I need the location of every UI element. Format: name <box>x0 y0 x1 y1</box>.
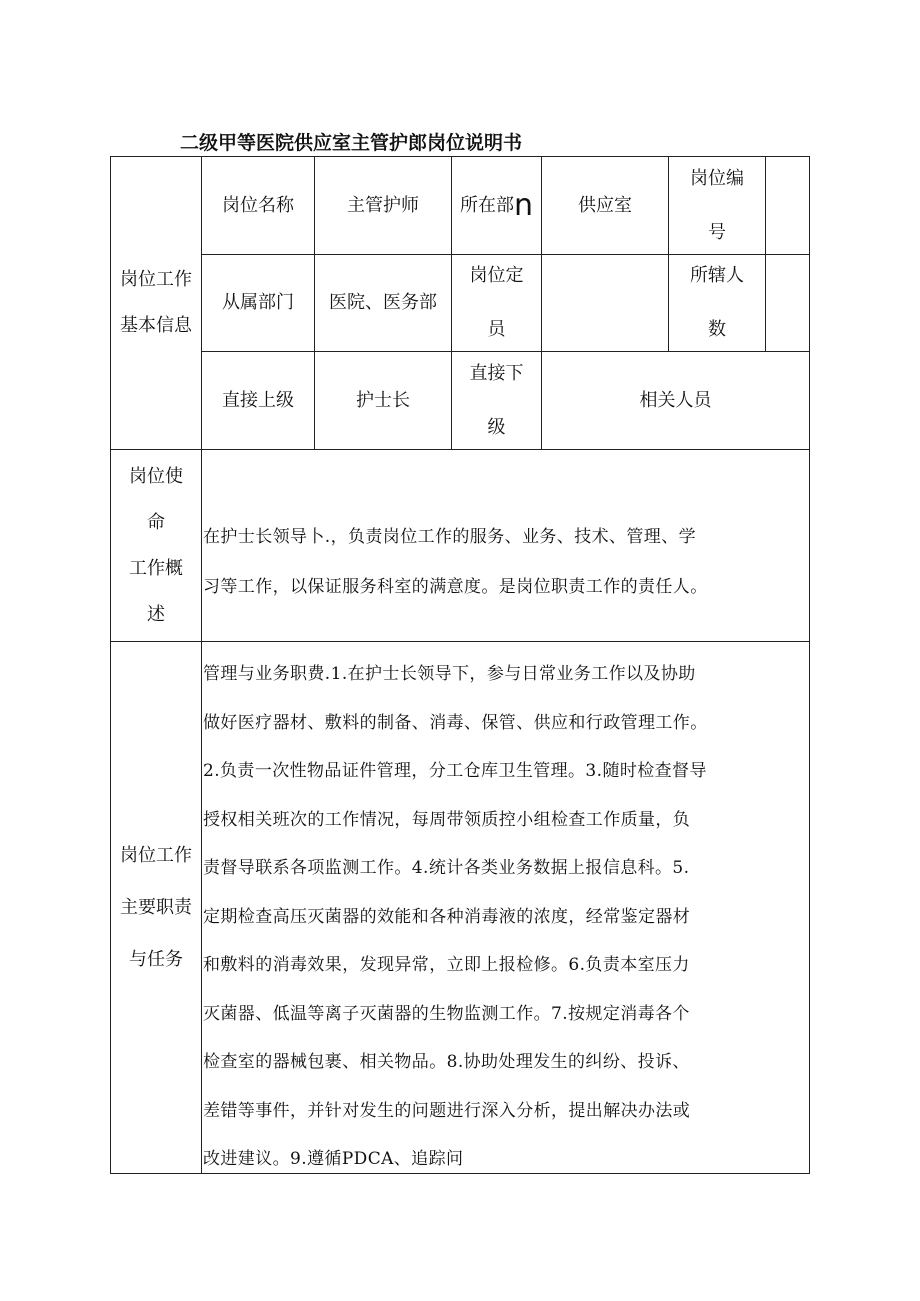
dept-label-main: 所在部 <box>459 194 514 216</box>
post-no-value <box>766 157 809 254</box>
duties-line: 管理与业务职费.1.在护士长领导下，参与日常业务工作以及协助 <box>203 664 696 684</box>
mission-label-l1: 岗位使 <box>129 465 183 487</box>
related-label: 相关人员 <box>639 389 712 411</box>
affiliated-label: 从属部门 <box>222 292 294 313</box>
duties-label-l1: 岗位工作 <box>120 844 192 866</box>
mission-label-l2: 命 <box>147 511 165 533</box>
row-line-4 <box>110 641 810 642</box>
quota-label-l1: 岗位定 <box>469 265 524 286</box>
mission-line: 习等工作，以保证服务科室的满意度。是岗位职责工作的责任人。 <box>203 577 708 597</box>
subordinates-label-l2: 数 <box>708 319 726 340</box>
duties-line: 改进建议。9.遵循PDCA、追踪问 <box>203 1149 464 1169</box>
duties-line: 责督导联系各项监测工作。4.统计各类业务数据上报信息科。5. <box>203 858 690 878</box>
mission-text <box>203 512 807 612</box>
post-no-label <box>669 157 765 254</box>
duties-line: 2.负责一次性物品证件管理，分工仓库卫生管理。3.随时检查督导 <box>203 761 707 781</box>
duties-line: 授权相关班次的工作情况，每周带领质控小组检查工作质量，负 <box>203 809 691 830</box>
mission-label-l4: 述 <box>147 603 165 625</box>
table-border-right <box>809 156 810 1174</box>
quota-label-l2: 员 <box>487 319 506 340</box>
duties-line: 定期检查高压灭菌器的效能和各种消毒液的浓度，经常鉴定器材 <box>203 906 691 927</box>
basic-info-label-l1: 岗位工作 <box>120 269 192 290</box>
row-line-3 <box>110 449 810 450</box>
duties-text <box>203 650 807 1184</box>
dept-label <box>452 157 541 254</box>
duties-line: 检查室的器械包裹、相关物品。8.协助处理发生的纠纷、投诉、 <box>203 1052 690 1072</box>
duties-line: 灭菌器、低温等离子灭菌器的生物监测工作。7.按规定消毒各个 <box>203 1003 690 1024</box>
basic-info-label <box>111 157 201 449</box>
mission-label <box>111 450 201 641</box>
superior-value: 护士长 <box>356 389 410 411</box>
quota-value <box>542 255 668 351</box>
direct-sub-label-l2: 级 <box>487 416 506 438</box>
post-name-value: 主管护师 <box>347 194 419 216</box>
dept-label-tail: n <box>513 187 533 223</box>
dept-value: 供应室 <box>578 194 632 216</box>
page-title: 二级甲等医院供应室主管护郎岗位说明书 <box>180 132 523 154</box>
post-no-label-l2: 号 <box>708 221 726 243</box>
mission-label-l3: 工作概 <box>129 557 183 579</box>
quota-label <box>452 255 541 351</box>
subordinates-label-l1: 所辖人 <box>690 265 744 286</box>
affiliated-value: 医院、医务部 <box>329 292 437 313</box>
duties-line: 差错等事件，并针对发生的问题进行深入分析，提出解决办法或 <box>203 1100 691 1121</box>
duties-line: 和敷料的消毒效果，发现异常，立即上报检修。6.负责本室压力 <box>203 955 690 975</box>
duties-label-l2: 主要职责 <box>120 896 192 918</box>
superior-label: 直接上级 <box>222 389 294 411</box>
basic-info-label-l2: 基本信息 <box>120 315 192 336</box>
direct-sub-label <box>452 352 541 449</box>
post-no-label-l1: 岗位编 <box>690 167 744 189</box>
duties-line: 做好医疗器材、敷料的制备、消毒、保管、供应和行政管理工作。 <box>203 712 708 733</box>
subordinates-label <box>669 255 765 351</box>
duties-label-l3: 与任务 <box>129 948 183 970</box>
post-name-label: 岗位名称 <box>222 194 294 216</box>
mission-line: 在护士长领导卜.，负责岗位工作的服务、业务、技术、管理、学 <box>203 527 697 547</box>
subordinates-value <box>766 255 809 351</box>
duties-label <box>111 642 201 1173</box>
direct-sub-label-l1: 直接下 <box>469 362 524 384</box>
